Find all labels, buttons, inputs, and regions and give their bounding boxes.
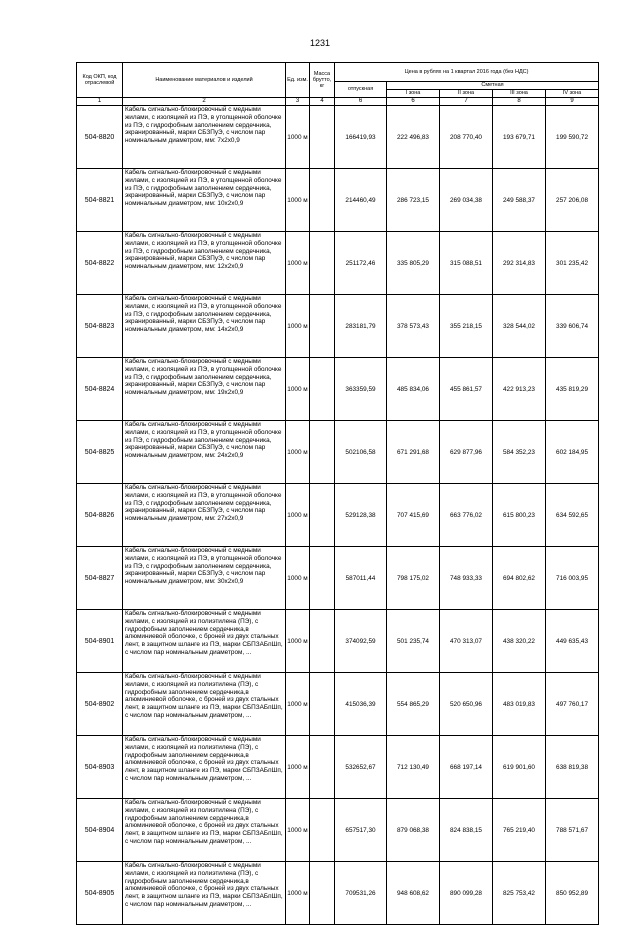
zone-3-price: 615 800,23 (493, 484, 546, 547)
header-code: Код ОКП, код отраслевой (77, 63, 123, 98)
product-name: Кабель сигнально-блокировочный с медными жилами, с изоляцией из полиэтилена (ПЭ), с гидрофобным заполнением сердечника,в алюминиевой оболочке, с броней из двух стальных лент, в защитном шланге из ПЭ, марки СБПЗАБпШп, с числом пар номинальным диаметром, ... (123, 799, 286, 862)
column-number: 7 (440, 98, 493, 106)
release-price: 502106,58 (335, 421, 387, 484)
product-code: 504-8903 (77, 736, 123, 799)
mass (310, 421, 335, 484)
zone-1-price: 485 834,06 (387, 358, 440, 421)
product-code: 504-8820 (77, 106, 123, 169)
zone-3-price: 328 544,02 (493, 295, 546, 358)
zone-4-price: 850 952,89 (546, 862, 599, 925)
zone-1-price: 222 496,83 (387, 106, 440, 169)
header-zone-2: II зона (440, 90, 493, 98)
table-row (77, 484, 599, 547)
zone-1-price: 378 573,43 (387, 295, 440, 358)
table-row (77, 169, 599, 232)
release-price: 532652,67 (335, 736, 387, 799)
release-price: 709531,26 (335, 862, 387, 925)
unit: 1000 м (286, 232, 310, 295)
unit: 1000 м (286, 169, 310, 232)
column-number: 3 (286, 98, 310, 106)
mass (310, 232, 335, 295)
table-row (77, 799, 599, 862)
product-name: Кабель сигнально-блокировочный с медными жилами, с изоляцией из ПЭ, в утолщенной оболочке из ПЭ, с гидрофобным заполнением сердечника, экранированный, марки СБЗПуЭ, с числом пар номинальным диаметром, мм: 12х2х0,9 (123, 232, 286, 295)
release-price: 363359,59 (335, 358, 387, 421)
header-estimate: Сметная (387, 82, 599, 90)
column-number: 9 (546, 98, 599, 106)
product-name: Кабель сигнально-блокировочный с медными жилами, с изоляцией из ПЭ, в утолщенной оболочке из ПЭ, с гидрофобным заполнением сердечника, экранированный, марки СБЗПуЭ, с числом пар номинальным диаметром, мм: 24х2х0,9 (123, 421, 286, 484)
product-name: Кабель сигнально-блокировочный с медными жилами, с изоляцией из полиэтилена (ПЭ), с гидрофобным заполнением сердечника,в алюминиевой оболочке, с броней из двух стальных лент, в защитном шланге из ПЭ, марки СБПЗАБпШп, с числом пар номинальным диаметром, ... (123, 673, 286, 736)
mass (310, 106, 335, 169)
zone-4-price: 634 592,65 (546, 484, 599, 547)
column-number: 1 (77, 98, 123, 106)
zone-3-price: 765 219,40 (493, 799, 546, 862)
release-price: 529128,38 (335, 484, 387, 547)
release-price: 415036,39 (335, 673, 387, 736)
unit: 1000 м (286, 484, 310, 547)
header-release: отпускная (335, 82, 387, 98)
product-code: 504-8901 (77, 610, 123, 673)
release-price: 214460,49 (335, 169, 387, 232)
product-code: 504-8824 (77, 358, 123, 421)
mass (310, 610, 335, 673)
column-numbers-row (77, 98, 599, 106)
product-code: 504-8826 (77, 484, 123, 547)
unit: 1000 м (286, 547, 310, 610)
unit: 1000 м (286, 295, 310, 358)
column-number: 6 (335, 98, 387, 106)
zone-3-price: 422 913,23 (493, 358, 546, 421)
zone-2-price: 315 088,51 (440, 232, 493, 295)
product-name: Кабель сигнально-блокировочный с медными жилами, с изоляцией из ПЭ, в утолщенной оболочке из ПЭ, с гидрофобным заполнением сердечника, экранированный, марки СБЗПуЭ, с числом пар номинальным диаметром, мм: 19х2х0,9 (123, 358, 286, 421)
release-price: 374092,59 (335, 610, 387, 673)
zone-2-price: 470 313,07 (440, 610, 493, 673)
table-row (77, 862, 599, 925)
header-unit: Ед. изм. (286, 63, 310, 98)
zone-4-price: 257 206,08 (546, 169, 599, 232)
release-price: 657517,30 (335, 799, 387, 862)
unit: 1000 м (286, 673, 310, 736)
zone-1-price: 798 175,02 (387, 547, 440, 610)
zone-4-price: 638 819,38 (546, 736, 599, 799)
zone-4-price: 716 003,95 (546, 547, 599, 610)
table-row (77, 421, 599, 484)
zone-1-price: 286 723,15 (387, 169, 440, 232)
zone-1-price: 335 805,29 (387, 232, 440, 295)
zone-3-price: 438 320,22 (493, 610, 546, 673)
table-row (77, 610, 599, 673)
zone-1-price: 501 235,74 (387, 610, 440, 673)
page-number: 1231 (309, 38, 331, 48)
product-code: 504-8827 (77, 547, 123, 610)
unit: 1000 м (286, 358, 310, 421)
table-row (77, 736, 599, 799)
mass (310, 169, 335, 232)
product-name: Кабель сигнально-блокировочный с медными жилами, с изоляцией из ПЭ, в утолщенной оболочке из ПЭ, с гидрофобным заполнением сердечника, экранированный, марки СБЗПуЭ, с числом пар номинальным диаметром, мм: 10х2х0,9 (123, 169, 286, 232)
header-zone-3: III зона (493, 90, 546, 98)
zone-1-price: 948 608,62 (387, 862, 440, 925)
zone-3-price: 249 588,37 (493, 169, 546, 232)
zone-4-price: 602 184,95 (546, 421, 599, 484)
table-row (77, 295, 599, 358)
mass (310, 547, 335, 610)
zone-2-price: 355 218,15 (440, 295, 493, 358)
mass (310, 484, 335, 547)
zone-4-price: 497 760,17 (546, 673, 599, 736)
price-table (76, 62, 599, 925)
table-row (77, 106, 599, 169)
zone-1-price: 554 865,29 (387, 673, 440, 736)
product-name: Кабель сигнально-блокировочный с медными жилами, с изоляцией из ПЭ, в утолщенной оболочке из ПЭ, с гидрофобным заполнением сердечника, экранированный, марки СБЗПуЭ, с числом пар номинальным диаметром, мм: 30х2х0,9 (123, 547, 286, 610)
zone-2-price: 890 099,28 (440, 862, 493, 925)
header-price-group: Цена в рублях на 1 квартал 2016 года (без НДС) (335, 63, 599, 82)
column-number: 4 (310, 98, 335, 106)
unit: 1000 м (286, 862, 310, 925)
product-code: 504-8904 (77, 799, 123, 862)
zone-2-price: 629 877,96 (440, 421, 493, 484)
zone-3-price: 694 802,62 (493, 547, 546, 610)
zone-3-price: 292 314,83 (493, 232, 546, 295)
zone-4-price: 199 590,72 (546, 106, 599, 169)
mass (310, 862, 335, 925)
zone-2-price: 824 838,15 (440, 799, 493, 862)
zone-3-price: 193 679,71 (493, 106, 546, 169)
product-code: 504-8821 (77, 169, 123, 232)
zone-1-price: 707 415,69 (387, 484, 440, 547)
product-code: 504-8905 (77, 862, 123, 925)
unit: 1000 м (286, 736, 310, 799)
mass (310, 358, 335, 421)
zone-3-price: 825 753,42 (493, 862, 546, 925)
table-row (77, 547, 599, 610)
zone-3-price: 584 352,23 (493, 421, 546, 484)
zone-2-price: 520 650,96 (440, 673, 493, 736)
product-code: 504-8823 (77, 295, 123, 358)
product-code: 504-8825 (77, 421, 123, 484)
unit: 1000 м (286, 610, 310, 673)
zone-4-price: 449 635,43 (546, 610, 599, 673)
zone-1-price: 879 068,38 (387, 799, 440, 862)
zone-1-price: 671 291,68 (387, 421, 440, 484)
product-code: 504-8822 (77, 232, 123, 295)
product-name: Кабель сигнально-блокировочный с медными жилами, с изоляцией из полиэтилена (ПЭ), с гидрофобным заполнением сердечника,в алюминиевой оболочке, с броней из двух стальных лент, в защитном шланге из ПЭ, марки СБПЗАБпШп, с числом пар номинальным диаметром, ... (123, 862, 286, 925)
zone-2-price: 208 770,40 (440, 106, 493, 169)
product-name: Кабель сигнально-блокировочный с медными жилами, с изоляцией из полиэтилена (ПЭ), с гидрофобным заполнением сердечника,в алюминиевой оболочке, с броней из двух стальных лент, в защитном шланге из ПЭ, марки СБПЗАБпШп, с числом пар номинальным диаметром, ... (123, 736, 286, 799)
product-name: Кабель сигнально-блокировочный с медными жилами, с изоляцией из полиэтилена (ПЭ), с гидрофобным заполнением сердечника,в алюминиевой оболочке, с броней из двух стальных лент, в защитном шланге из ПЭ, марки СБПЗАБпШп, с числом пар номинальным диаметром, ... (123, 610, 286, 673)
zone-4-price: 435 819,29 (546, 358, 599, 421)
zone-4-price: 339 606,74 (546, 295, 599, 358)
zone-3-price: 483 019,83 (493, 673, 546, 736)
column-number: 8 (493, 98, 546, 106)
release-price: 166419,93 (335, 106, 387, 169)
table-row (77, 673, 599, 736)
mass (310, 799, 335, 862)
zone-2-price: 668 197,14 (440, 736, 493, 799)
header-mass: Масса брутто, кг (310, 63, 335, 98)
column-number: 6 (387, 98, 440, 106)
table-row (77, 358, 599, 421)
release-price: 587011,44 (335, 547, 387, 610)
product-name: Кабель сигнально-блокировочный с медными жилами, с изоляцией из ПЭ, в утолщенной оболочке из ПЭ, с гидрофобным заполнением сердечника, экранированный, марки СБЗПуЭ, с числом пар номинальным диаметром, мм: 14х2х0,9 (123, 295, 286, 358)
mass (310, 295, 335, 358)
product-name: Кабель сигнально-блокировочный с медными жилами, с изоляцией из ПЭ, в утолщенной оболочке из ПЭ, с гидрофобным заполнением сердечника, экранированный, марки СБЗПуЭ, с числом пар номинальным диаметром, мм: 7х2х0,9 (123, 106, 286, 169)
product-name: Кабель сигнально-блокировочный с медными жилами, с изоляцией из ПЭ, в утолщенной оболочке из ПЭ, с гидрофобным заполнением сердечника, экранированный, марки СБЗПуЭ, с числом пар номинальным диаметром, мм: 27х2х0,9 (123, 484, 286, 547)
mass (310, 736, 335, 799)
column-number: 2 (123, 98, 286, 106)
unit: 1000 м (286, 799, 310, 862)
zone-1-price: 712 130,49 (387, 736, 440, 799)
zone-4-price: 788 571,67 (546, 799, 599, 862)
mass (310, 673, 335, 736)
unit: 1000 м (286, 421, 310, 484)
zone-4-price: 301 235,42 (546, 232, 599, 295)
zone-2-price: 269 034,38 (440, 169, 493, 232)
release-price: 283181,79 (335, 295, 387, 358)
zone-3-price: 619 901,60 (493, 736, 546, 799)
product-code: 504-8902 (77, 673, 123, 736)
header-zone-1: I зона (387, 90, 440, 98)
header-zone-4: IV зона (546, 90, 599, 98)
header-name: Наименование материалов и изделий (123, 63, 286, 98)
table-row (77, 232, 599, 295)
zone-2-price: 455 861,57 (440, 358, 493, 421)
zone-2-price: 748 933,33 (440, 547, 493, 610)
zone-2-price: 663 776,02 (440, 484, 493, 547)
release-price: 251172,46 (335, 232, 387, 295)
unit: 1000 м (286, 106, 310, 169)
